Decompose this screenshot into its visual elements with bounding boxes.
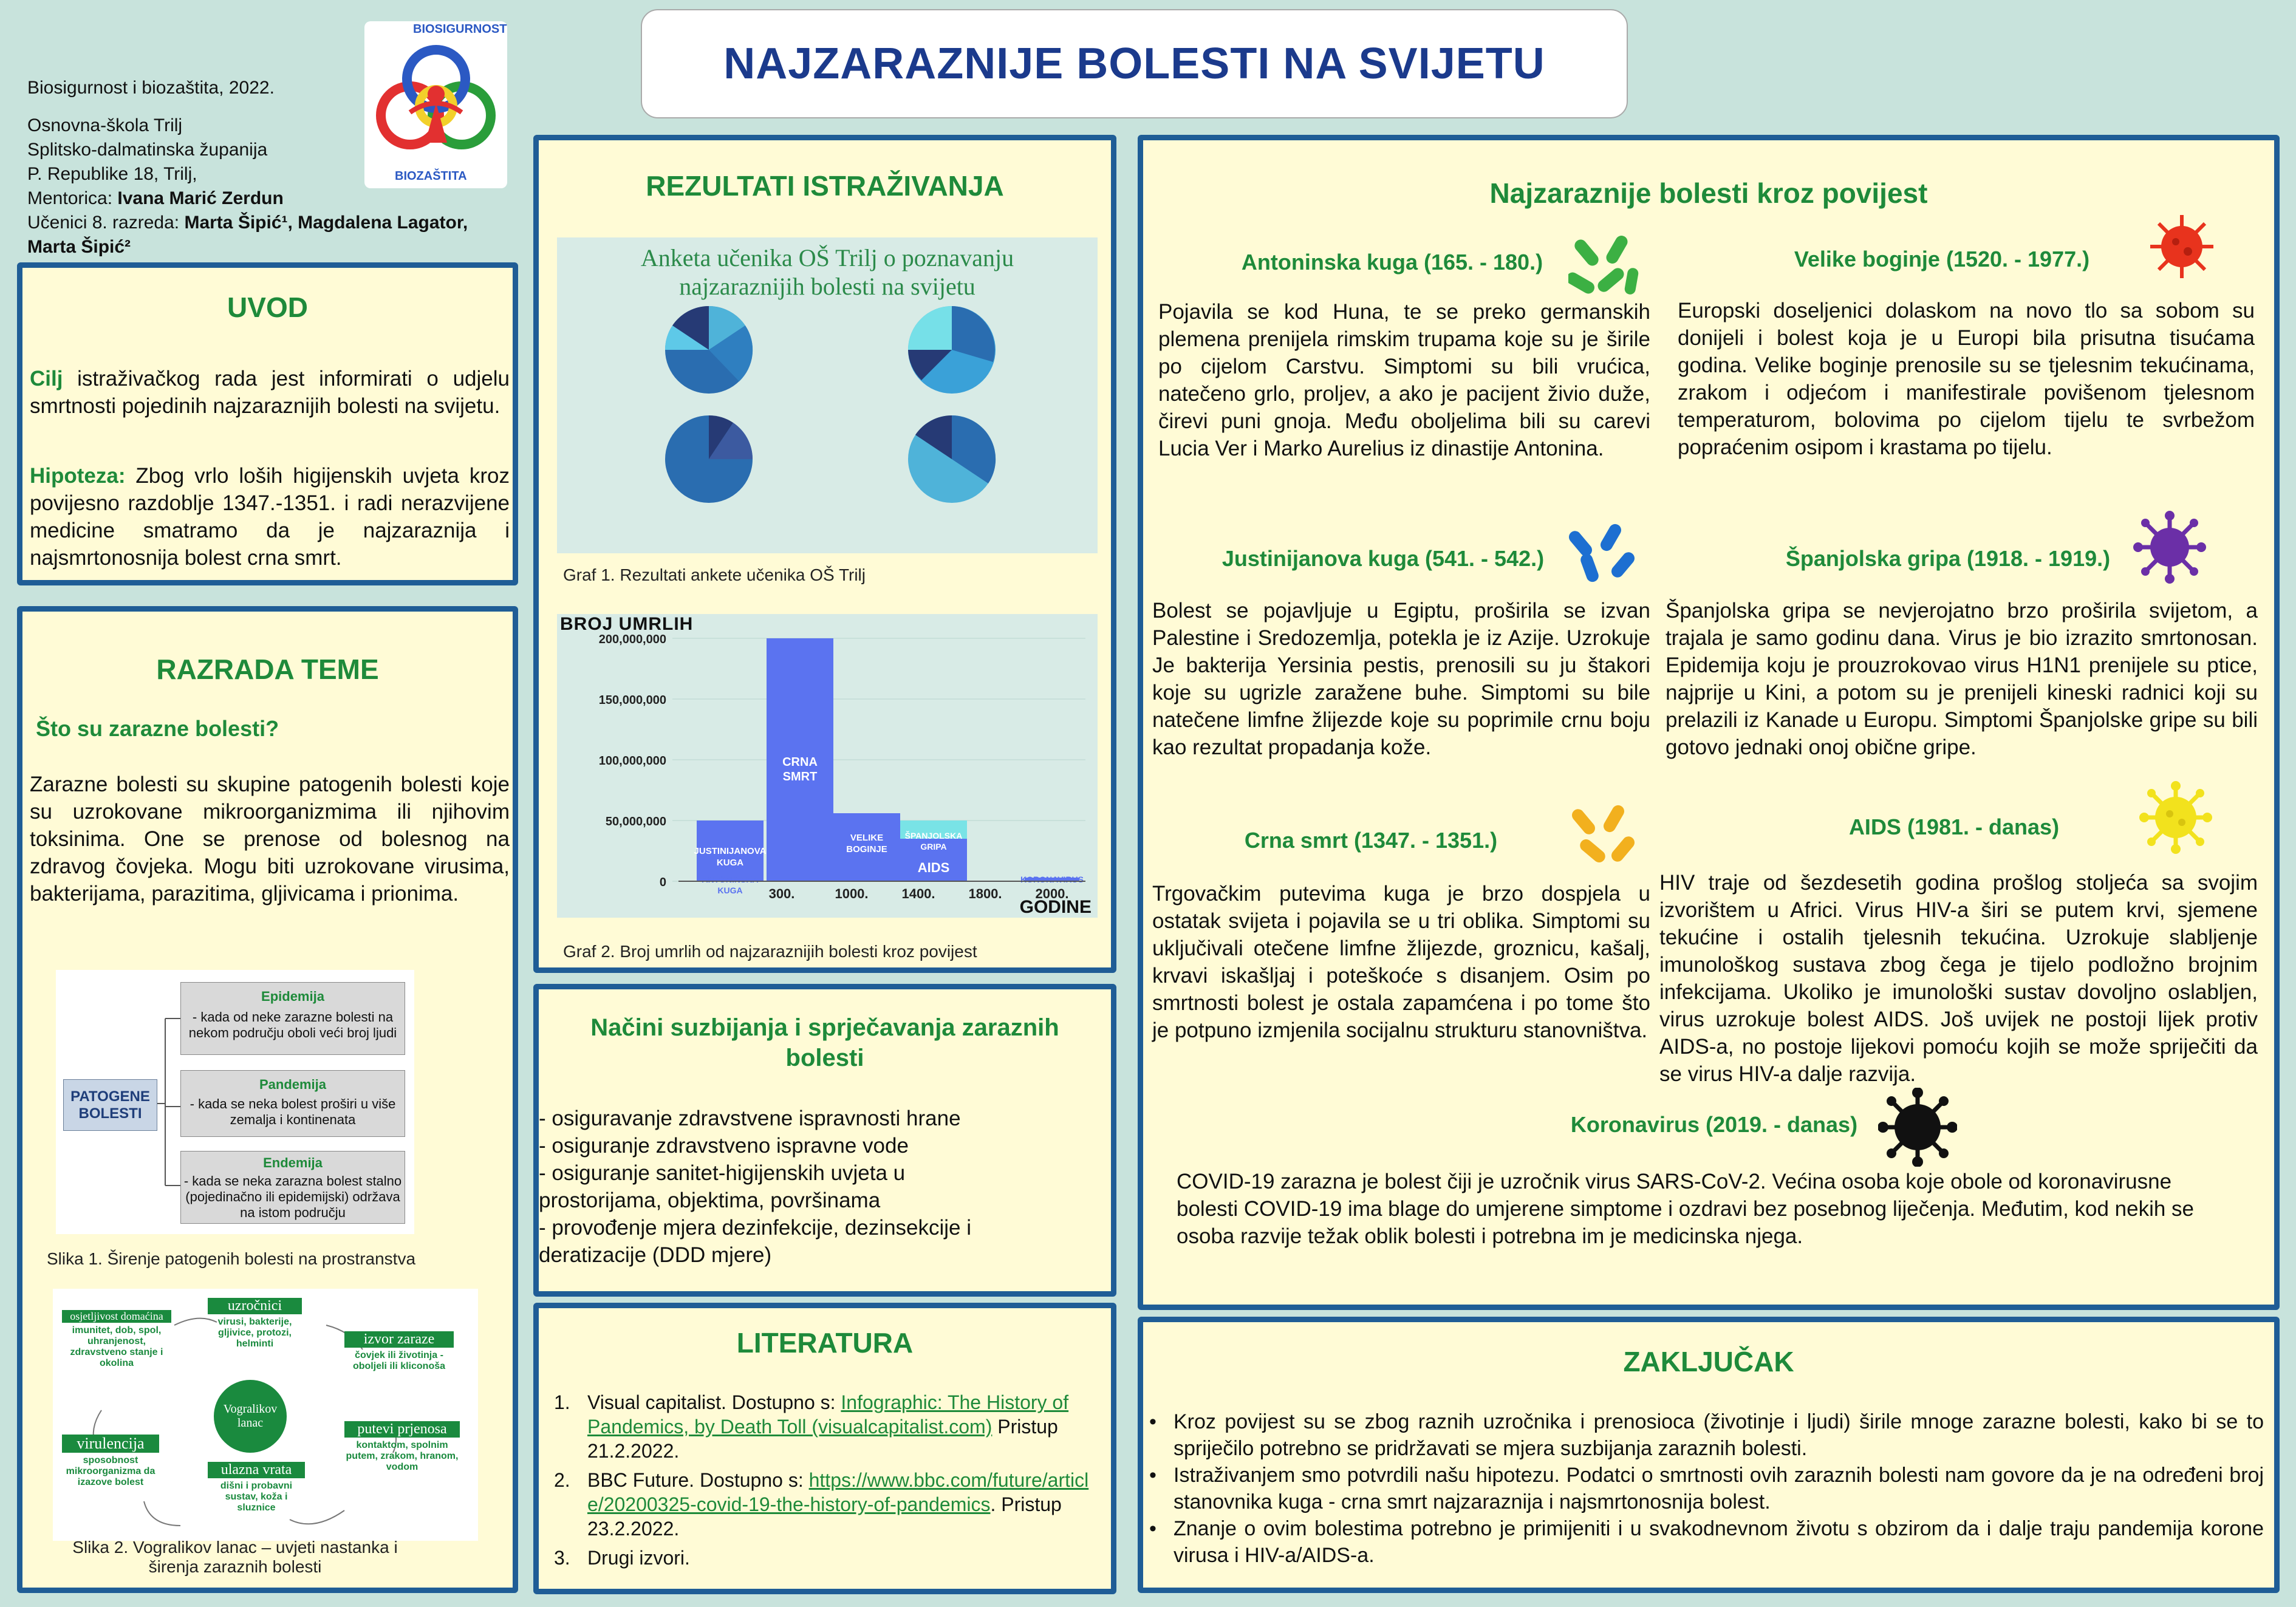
suzbijanje-item: - osiguravanje zdravstvene ispravnosti hrane (539, 1107, 961, 1130)
bar-label: SMRT (782, 770, 818, 783)
slika2-caption: Slika 2. Vogralikov lanac – uvjeti nastanka i širenja zaraznih bolesti (72, 1538, 398, 1576)
literatura-item: 2. BBC Future. Dostupno s: https://www.bbc.com/future/article/20200325-covid-19-the-history-of-pandemics. Pristup 23.2.2022. (554, 1469, 1089, 1540)
diagram-root: PATOGENE BOLESTI (63, 1079, 157, 1131)
logo-top-text: BIOSIGURNOST (413, 22, 507, 36)
crnasmrt-title: Crna smrt (1347. - 1351.) (1244, 828, 1498, 853)
aids-text: HIV traje od šezdesetih godina prošlog stoljeća sa svojim izvorištem u Africi. Virus HIV-a širi se putem krvi, sjemene tekućine i ostalih tjelesnih tekućina. Uzrokuje slabljenje imunološkog sustava zbog čega je tijelo podložno brojnim infekcijama. Ukoliko je imunološki sustav dovoljno oslabljen, virus uzrokuje bolest AIDS. Još uvijek ne postoji lijek protiv AIDS-a, no postoje lijekovi pomoću kojih se može spriječiti da se virus HIV-a dalje razvija. (1659, 871, 2258, 1086)
deaths-chart (557, 614, 1098, 918)
rezultati-section (533, 135, 1116, 973)
suzbijanje-item: - osiguranje zdravstveno ispravne vode (539, 1134, 909, 1158)
bacteria-green-icon (1568, 231, 1647, 304)
pathogenic-diagram (56, 970, 414, 1234)
survey-panel (557, 237, 1098, 553)
rezultati-heading: REZULTATI ISTRAŽIVANJA (646, 170, 1004, 202)
chain-node-ulazna: ulazna vrata dišni i probavni sustav, koža i sluznice (208, 1462, 305, 1513)
pie-1 (665, 306, 753, 394)
bar-label: BOGINJE (846, 844, 887, 855)
razrada-subheading: Što su zarazne bolesti? (36, 716, 279, 741)
y-tick-label: 200,000,000 (598, 633, 666, 646)
students: Učenici 8. razreda: Marta Šipić¹, Magdalena Lagator, Marta Šipić² (27, 213, 468, 257)
suzbijanje-list (539, 1105, 1037, 1269)
antoninska-text: Pojavila se kod Huna, te se preko germanskih plemena prenijela rimskim trupama koje su je širile po cijelom Carstvu. Simptomi su bili vrućica, natečeno grlo, proljev, a ako je pacijent živio duže, čirevi puni gnoja. Među oboljelima bili su carevi Lucia Ver i Marko Aurelius iz dinastije Antonina. (1158, 300, 1650, 460)
x-tick-label: 1800. (968, 886, 1002, 901)
mentor: Mentorica: Ivana Marić Zerdun (27, 188, 284, 208)
spanjolska-title: Španjolska gripa (1918. - 1919.) (1785, 546, 2111, 571)
bar-label: AIDS (917, 860, 950, 875)
bar-label: ANTONINSKA (702, 875, 759, 884)
survey-title-2: najzaraznijih bolesti na svijetu (679, 273, 975, 300)
chain-node-uzrocnici: uzročnici virusi, bakterije, gljivice, protozi, helminti (208, 1298, 302, 1349)
x-tick-label: 2000. (1035, 886, 1069, 901)
povijest-heading: Najzaraznije bolesti kroz povijest (1489, 177, 1928, 209)
title-box (641, 9, 1628, 118)
x-tick-label: 300. (768, 886, 795, 901)
bar-chart-svg (557, 614, 1098, 918)
suzbijanje-item: - provođenje mjera dezinfekcije, dezinsekcije i deratizacije (DDD mjere) (539, 1216, 972, 1267)
boginje-text: Europski doseljenici dolaskom na novo tlo sa sobom su donijeli i bolest koja je u Europi bila prisutna tisućama godina. Velike boginje prenosile su se tjelesnim tekućinama, zrakom i odjećom i manifestirale povišenom tjelesnom temperaturom, bolovima po cijelom tijelu te svrbežom popraćenim osipom i krastama po tijelu. (1678, 299, 2255, 459)
literatura-list (554, 1390, 1101, 1570)
uvod-cilj: Cilj istraživačkog rada jest informirati o udjelu smrtnosti pojedinih najzaraznijih bolesti na svijetu. (30, 367, 510, 418)
y-tick-label: 50,000,000 (605, 815, 666, 828)
chart-xlabel: GODINE (1019, 897, 1092, 917)
bar-label: ŠPANJOLSKA (904, 831, 963, 841)
address: P. Republike 18, Trilj, (27, 164, 197, 184)
uvod-heading: UVOD (227, 292, 308, 323)
chain-node-putevi: putevi prjenosa kontaktom, spolnim putem, zrakom, hranom, vodom (344, 1421, 460, 1473)
justinijanova-text: Bolest se pojavljuje u Egiptu, proširila se izvan Palestine i Sredozemlja, potekla je iz Azije. Uzrokuje Je bakterija Yersinia pestis, prenosili su ju štakori koje su ugrizle zaražene buhe. Simptomi su bile natečene limfne žlijezde koje su poprimile crnu boju kao rezultat propadanja kože. (1152, 599, 1650, 759)
uvod-section (17, 262, 518, 585)
logo-bottom-text: BIOZAŠTITA (395, 169, 467, 183)
bar-label: KUGA (717, 885, 743, 895)
justinijanova-title: Justinijanova kuga (541. - 542.) (1221, 546, 1545, 571)
page-title: NAJZARAZNIJE BOLESTI NA SVIJETU (723, 39, 1545, 88)
suzbijanje-section (533, 984, 1116, 1297)
y-tick-label: 100,000,000 (598, 754, 666, 768)
chain-node-virulencija: virulencija sposobnost mikroorganizma da izazove bolest (62, 1435, 159, 1488)
bar-label: CRNA (782, 756, 818, 769)
bar-label: KUGA (716, 858, 744, 868)
diagram-endemija: Endemija - kada se neka zarazna bolest stalno (pojedinačno ili epidemijski) održava na istom području (180, 1151, 405, 1224)
visualcapitalist-link[interactable]: Infographic: The History of Pandemics, by Death Toll (visualcapitalist.com) (587, 1391, 1069, 1438)
uvod-hipoteza: Hipoteza: Zbog vrlo loših higijenskih uvjeta kroz povijesno razdoblje 1347.-1351. i radi nerazvijene medicine smatramo da je najzaraznija i najsmrtonosnija bolest crna smrt. (30, 464, 510, 570)
razrada-text: Zarazne bolesti su skupine patogenih bolesti koje su uzrokovane mikroorganizmima ili njihovim toksinima. One se prenose od bolesnog na zdravog čovjeka. Mogu biti uzrokovane virusima, bakterijama, parazitima, gljivicama i prionima. (30, 773, 510, 906)
event-line: Biosigurnost i biozaštita, 2022. (27, 78, 275, 98)
literatura-section (533, 1303, 1116, 1594)
koronavirus-title: Koronavirus (2019. - danas) (1570, 1112, 1858, 1137)
bar-label: JUSTINIJANOVA (694, 846, 767, 856)
vogralik-chain (53, 1289, 478, 1541)
y-tick-label: 0 (659, 876, 666, 889)
zakljucak-item: • Istraživanjem smo potvrdili našu hipotezu. Podatci o smrtnosti ovih zaraznih bolesti nam govore da je na određeni broj stanovnika kuga - crna smrt najzaraznija i najsmrtonosnija bolest. (1149, 1462, 2264, 1515)
chart-title: BROJ UMRLIH (560, 614, 694, 634)
chain-node-izvor: izvor zaraze čovjek ili životinja - oboljeli ili kliconoša (344, 1331, 454, 1372)
biosafety-logo (364, 21, 507, 188)
razrada-section (17, 606, 518, 1593)
literatura-item: 1. Visual capitalist. Dostupno s: Infographic: The History of Pandemics, by Death Toll (visualcapitalist.com) Pristup 21.2.2022. (554, 1391, 1069, 1462)
chain-center: Vogralikov lanac (214, 1380, 287, 1453)
literatura-heading: LITERATURA (736, 1327, 914, 1359)
koronavirus-text: COVID-19 zarazna je bolest čiji je uzročnik virus SARS-CoV-2. Većina osoba koje obole od koronavirusne bolesti COVID-19 ima blage do umjerene simptome i ozdravi bez posebnog liječenja. Međutim, kod nekih se osoba razvije težak oblik bolesti i potrebna im je medicinska njega. (1177, 1170, 2195, 1248)
bar-label: VELIKE (850, 833, 884, 843)
zakljucak-heading: ZAKLJUČAK (1623, 1346, 1794, 1377)
aids-title: AIDS (1981. - danas) (1848, 814, 2060, 839)
bar-label: KORONAVIRUS (1020, 875, 1084, 884)
y-tick-label: 150,000,000 (598, 694, 666, 707)
pie-4 (908, 415, 996, 503)
pie-2 (908, 306, 996, 394)
zakljucak-section (1138, 1317, 2280, 1593)
bbc-link[interactable]: https://www.bbc.com/future/article/20200325-covid-19-the-history-of-pandemics (587, 1469, 1089, 1515)
literatura-item: 3. Drugi izvori. (554, 1547, 690, 1569)
povijest-section (1138, 135, 2280, 1310)
x-tick-label: 1400. (901, 886, 935, 901)
slika1-caption: Slika 1. Širenje patogenih bolesti na prostranstva (47, 1249, 416, 1268)
razrada-heading: RAZRADA TEME (156, 653, 379, 685)
diagram-pandemija: Pandemija - kada se neka bolest proširi u više zemalja i kontinenata (180, 1070, 405, 1137)
bacteria-yellow-icon (1568, 801, 1647, 874)
virus-yellow-icon (2139, 781, 2212, 854)
suzbijanje-heading: Načini suzbijanja i sprječavanja zaraznih bolesti (590, 1014, 1059, 1071)
zakljucak-item: • Znanje o ovim bolestima potrebno je primijeniti i u svakodnevnom životu s obzirom da i dalje traju pandemija korone virusa i HIV-a/AIDS-a. (1149, 1515, 2264, 1569)
graf2-caption: Graf 2. Broj umrlih od najzaraznijih bolesti kroz povijest (563, 942, 977, 961)
zakljucak-list (1149, 1408, 2264, 1569)
virus-black-icon (1878, 1088, 1957, 1167)
suzbijanje-item: - osiguranje sanitet-higijenskih uvjeta u prostorijama, objektima, površinama (539, 1161, 906, 1212)
graf1-caption: Graf 1. Rezultati ankete učenika OŠ Trilj (563, 565, 866, 584)
chain-node-osjetljivost: osjetljivost domaćina imunitet, dob, spol, uhranjenost, zdravstveno stanje i okolina (62, 1310, 171, 1369)
bacteria-blue-icon (1565, 520, 1644, 587)
pie-3 (665, 415, 753, 503)
school-name: Osnovna-škola Trilj (27, 115, 183, 135)
crnasmrt-text: Trgovačkim putevima kuga je brzo dospjela u ostatak svijeta i pojavila se u tri oblika. Simptomi su uključivali otečene limfne žlijezde, groznicu, kašalj, krvavi iskašljaj i poteškoće s disanjem. Osim po smrtnosti bolest je ostala zapamćena i po tome što je potpuno izmjenila socijalnu strukturu stanovništva. (1152, 882, 1650, 1042)
zakljucak-item: • Kroz povijest su se zbog raznih uzročnika i prenosioca (životinje i ljudi) širile mnoge zarazne bolesti, kako bi se to spriječilo potrebno se pridržavati se mjera suzbijanja zaraznih bolesti. (1149, 1408, 2264, 1462)
survey-title-1: Anketa učenika OŠ Trilj o poznavanju (640, 244, 1014, 271)
virus-red-icon (2145, 210, 2218, 283)
diagram-epidemija: Epidemija - kada od neke zarazne bolesti na nekom području oboli veći broj ljudi (180, 982, 405, 1055)
x-tick-label: 1000. (835, 886, 869, 901)
county: Splitsko-dalmatinska županija (27, 140, 268, 160)
virus-purple-icon (2133, 511, 2206, 584)
spanjolska-text: Španjolska gripa se nevjerojatno brzo proširila svijetom, a trajala je samo godinu dana. Virus je bio izrazito smrtonosan. Epidemija koju je prouzrokovao virus H1N1 prenijele su ptice, najprije u Kini, a potom su je prenijeli kineski radnici koji su prelazili iz Kanade u Europu. Simptomi Španjolske gripe su bili gotovo jednaki onoj obične gripe. (1666, 599, 2258, 759)
boginje-title: Velike boginje (1520. - 1977.) (1794, 247, 2090, 271)
antoninska-title: Antoninska kuga (165. - 180.) (1241, 250, 1543, 275)
bar-label: GRIPA (920, 842, 947, 851)
